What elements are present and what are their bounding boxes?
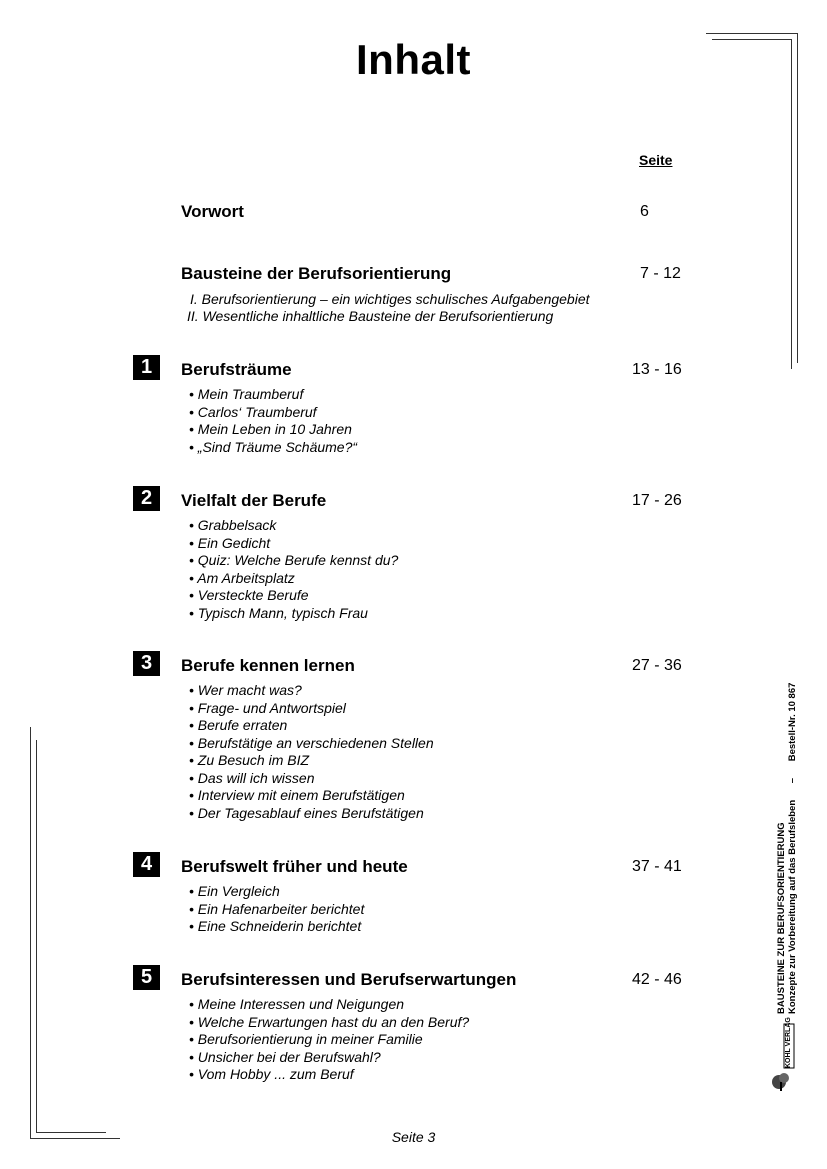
page-footer: Seite 3	[391, 1129, 436, 1145]
basics-title: Bausteine der Berufsorientierung	[181, 264, 452, 283]
list-item: • Der Tagesablauf eines Berufstätigen	[189, 804, 424, 821]
list-item: • Unsicher bei der Berufswahl?	[189, 1048, 381, 1065]
chapter-number-box: 4	[133, 852, 160, 877]
basics-pages: 7 - 12	[640, 265, 681, 282]
chapter-pages: 27 - 36	[632, 657, 682, 674]
chapter-title: Berufsträume	[181, 360, 292, 379]
chapter-pages: 13 - 16	[632, 361, 682, 378]
chapter-number-box: 1	[133, 355, 160, 380]
sidebar-subtitle-row	[787, 683, 798, 1014]
preface-title: Vorwort	[181, 202, 244, 221]
list-item: • Mein Traumberuf	[189, 386, 304, 402]
chapter-number-box: 3	[133, 651, 160, 676]
page-column-header: Seite	[639, 152, 673, 168]
list-item: • Interview mit einem Berufstätigen	[189, 787, 405, 803]
sidebar-dash: –	[787, 777, 798, 784]
tree-logo-icon	[770, 1022, 796, 1092]
sidebar-subtitle: Konzepte zur Vorbereitung auf das Berufsleben	[787, 799, 798, 1014]
list-item: • Grabbelsack	[189, 517, 277, 533]
list-item: • Wer macht was?	[189, 682, 302, 698]
publisher-logo	[770, 1017, 796, 1092]
list-item: • Das will ich wissen	[189, 769, 315, 786]
chapter-title: Berufswelt früher und heute	[181, 857, 408, 876]
list-item: • Berufe erraten	[189, 717, 288, 733]
basics-item: II. Wesentliche inhaltliche Bausteine der Berufsorientierung	[187, 308, 554, 324]
list-item: • Ein Gedicht	[189, 534, 271, 551]
chapter-pages: 17 - 26	[632, 492, 682, 509]
list-item: • Berufstätige an verschiedenen Stellen	[189, 734, 434, 751]
list-item: • Berufsorientierung in meiner Familie	[189, 1031, 423, 1047]
publisher-name: KOHL VERLAG	[785, 1017, 792, 1068]
chapter-title: Berufsinteressen und Berufserwartungen	[181, 970, 517, 989]
chapter-title: Vielfalt der Berufe	[181, 491, 327, 510]
frame-bottom-left-v1	[30, 727, 31, 1139]
list-item: • Typisch Mann, typisch Frau	[189, 604, 368, 621]
chapter-title: Berufe kennen lernen	[181, 656, 355, 675]
list-item: • Ein Hafenarbeiter berichtet	[189, 900, 365, 917]
chapter-items	[189, 386, 357, 456]
list-item: • Frage- und Antwortspiel	[189, 699, 346, 716]
chapter-pages: 42 - 46	[632, 971, 682, 988]
chapter-pages: 37 - 41	[632, 858, 682, 875]
list-item: • Welche Erwartungen hast du an den Beruf?	[189, 1013, 470, 1030]
list-item: • Zu Besuch im BIZ	[189, 752, 310, 768]
basics-item: I. Berufsorientierung – ein wichtiges schulisches Aufgabengebiet	[190, 291, 590, 307]
frame-top-right-h1	[706, 33, 798, 34]
list-item: • Carlos‘ Traumberuf	[189, 403, 317, 420]
chapter-number-box: 2	[133, 486, 160, 511]
chapter-items	[189, 517, 398, 622]
sidebar-order-number-text: Bestell-Nr. 10 867	[787, 682, 798, 762]
page-title: Inhalt	[356, 36, 471, 83]
list-item: • Am Arbeitsplatz	[189, 569, 295, 586]
chapter-number-box: 5	[133, 965, 160, 990]
list-item: • Mein Leben in 10 Jahren	[189, 421, 352, 437]
list-item: • Vom Hobby ... zum Beruf	[189, 1066, 354, 1082]
sidebar-vertical-block	[776, 683, 798, 1014]
list-item: • Versteckte Berufe	[189, 587, 309, 603]
list-item: • Eine Schneiderin berichtet	[189, 918, 362, 934]
frame-top-right-v2	[791, 39, 792, 369]
frame-bottom-left-v2	[36, 740, 37, 1133]
sidebar-series-title: BAUSTEINE ZUR BERUFSORIENTIERUNG	[776, 822, 787, 1014]
list-item: • Ein Vergleich	[189, 883, 280, 899]
chapter-items	[189, 883, 364, 936]
chapter-items	[189, 996, 469, 1084]
chapter-items	[189, 682, 434, 822]
list-item: • Quiz: Welche Berufe kennst du?	[189, 552, 399, 568]
list-item: • Meine Interessen und Neigungen	[189, 996, 405, 1012]
preface-pages: 6	[640, 203, 649, 220]
list-item: • „Sind Träume Schäume?“	[189, 438, 358, 455]
